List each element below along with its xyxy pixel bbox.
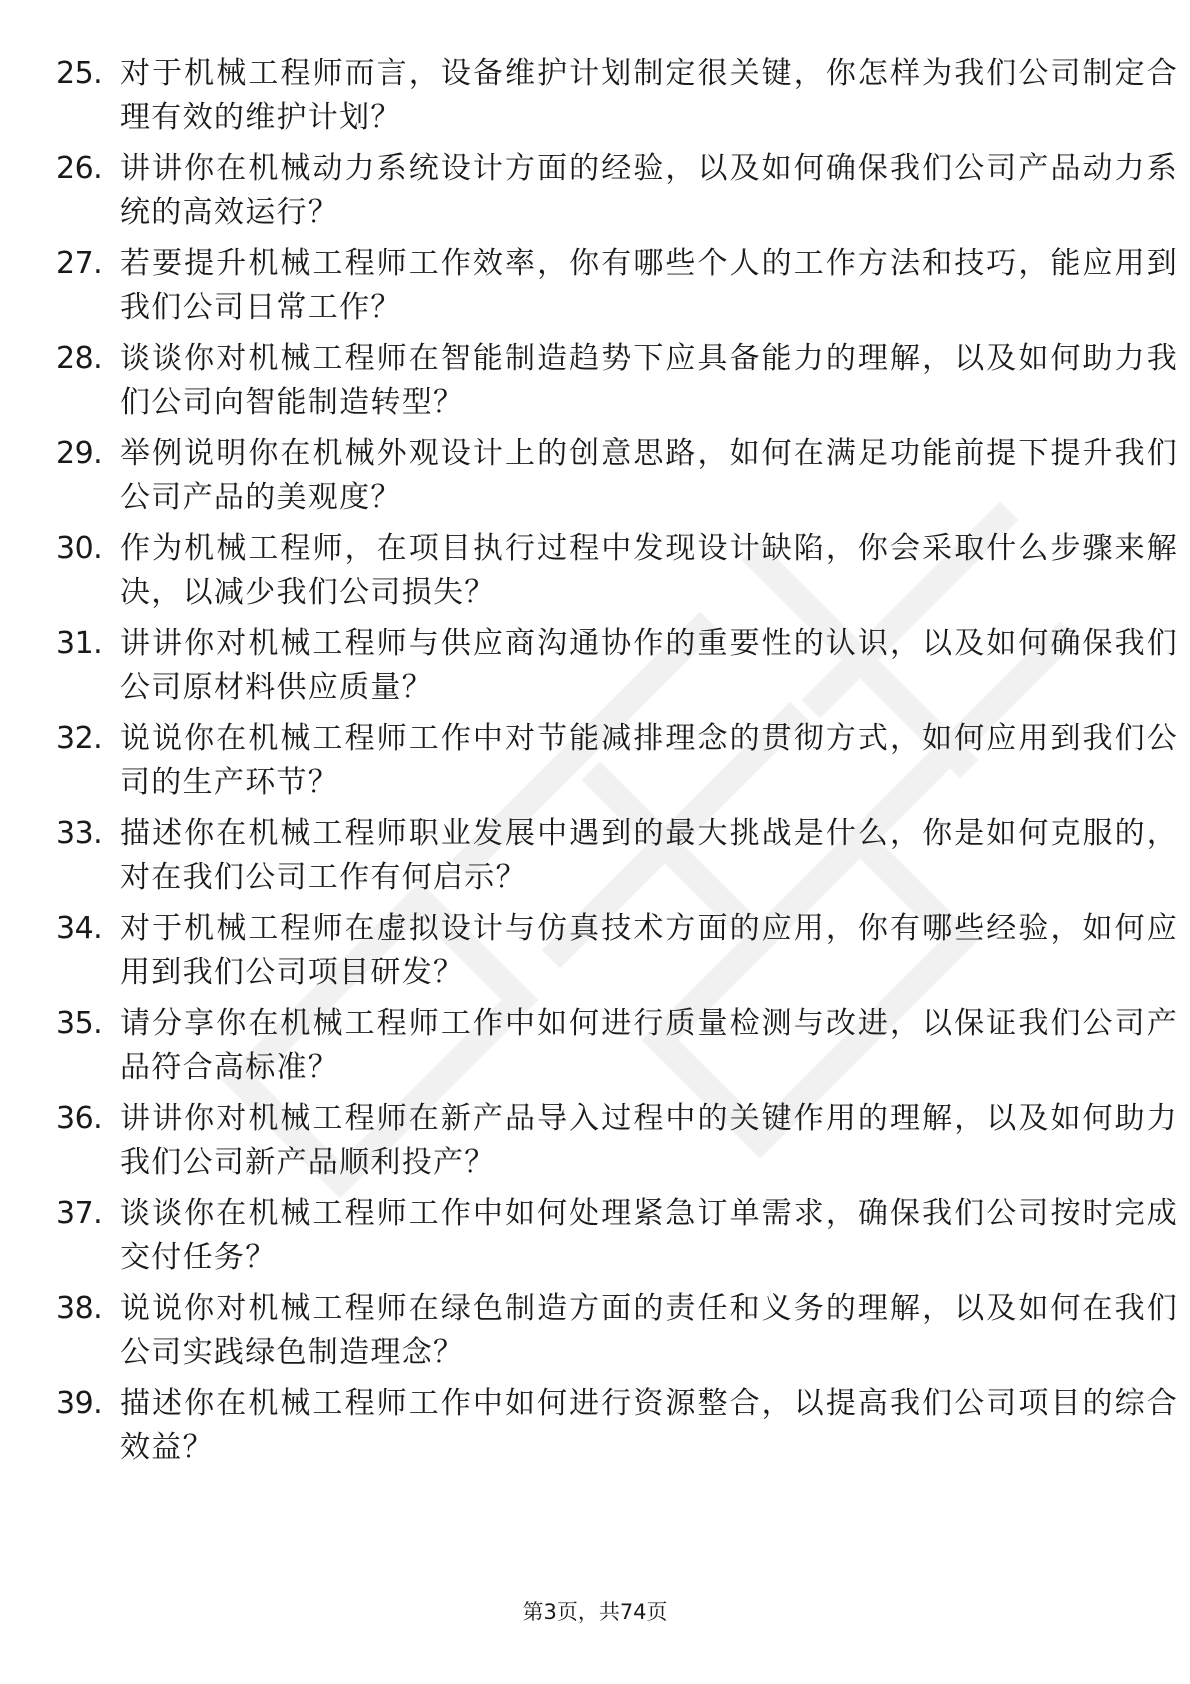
question-text: 谈谈你在机械工程师工作中如何处理紧急订单需求，确保我们公司按时完成交付任务？ [120,1196,1178,1275]
question-item [56,52,1178,147]
question-item [56,907,1178,1002]
question-text: 对于机械工程师而言，设备维护计划制定很关键，你怎样为我们公司制定合理有效的维护计划？ [120,56,1178,135]
question-item [56,1002,1178,1097]
question-text: 举例说明你在机械外观设计上的创意思路，如何在满足功能前提下提升我们公司产品的美观度？ [120,436,1178,515]
question-text: 讲讲你在机械动力系统设计方面的经验，以及如何确保我们公司产品动力系统的高效运行？ [120,151,1178,230]
page-footer [0,1598,1190,1626]
question-item [56,432,1178,527]
question-text: 作为机械工程师，在项目执行过程中发现设计缺陷，你会采取什么步骤来解决，以减少我们公司损失？ [120,531,1178,610]
question-number: 36. [56,1101,103,1136]
question-item [56,1287,1178,1382]
question-number: 32. [56,721,103,756]
question-number: 35. [56,1006,103,1041]
question-item [56,717,1178,812]
question-item [56,1192,1178,1287]
question-number: 34. [56,911,103,946]
question-text: 讲讲你对机械工程师在新产品导入过程中的关键作用的理解，以及如何助力我们公司新产品顺利投产？ [120,1101,1178,1180]
question-text: 请分享你在机械工程师工作中如何进行质量检测与改进，以保证我们公司产品符合高标准？ [120,1006,1178,1085]
question-text: 说说你在机械工程师工作中对节能减排理念的贯彻方式，如何应用到我们公司的生产环节？ [120,721,1178,800]
question-item [56,1382,1178,1477]
page-number-label: 第3页，共74页 [522,1600,668,1624]
question-item [56,1097,1178,1192]
question-text: 描述你在机械工程师职业发展中遇到的最大挑战是什么，你是如何克服的，对在我们公司工作有何启示？ [120,816,1178,895]
question-number: 29. [56,436,103,471]
question-number: 31. [56,626,103,661]
question-item [56,622,1178,717]
question-number: 33. [56,816,103,851]
question-item [56,812,1178,907]
question-list [56,52,1178,1477]
question-item [56,242,1178,337]
question-text: 谈谈你对机械工程师在智能制造趋势下应具备能力的理解，以及如何助力我们公司向智能制造转型？ [120,341,1178,420]
question-number: 26. [56,151,103,186]
question-number: 37. [56,1196,103,1231]
question-text: 描述你在机械工程师工作中如何进行资源整合，以提高我们公司项目的综合效益？ [120,1386,1178,1465]
question-text: 若要提升机械工程师工作效率，你有哪些个人的工作方法和技巧，能应用到我们公司日常工作？ [120,246,1178,325]
question-number: 25. [56,56,103,91]
question-item [56,527,1178,622]
question-text: 讲讲你对机械工程师与供应商沟通协作的重要性的认识，以及如何确保我们公司原材料供应质量？ [120,626,1178,705]
question-text: 说说你对机械工程师在绿色制造方面的责任和义务的理解，以及如何在我们公司实践绿色制造理念？ [120,1291,1178,1370]
question-number: 39. [56,1386,103,1421]
question-number: 30. [56,531,103,566]
question-item [56,337,1178,432]
question-text: 对于机械工程师在虚拟设计与仿真技术方面的应用，你有哪些经验，如何应用到我们公司项目研发？ [120,911,1178,990]
question-item [56,147,1178,242]
question-number: 28. [56,341,103,376]
question-number: 27. [56,246,103,281]
question-number: 38. [56,1291,103,1326]
